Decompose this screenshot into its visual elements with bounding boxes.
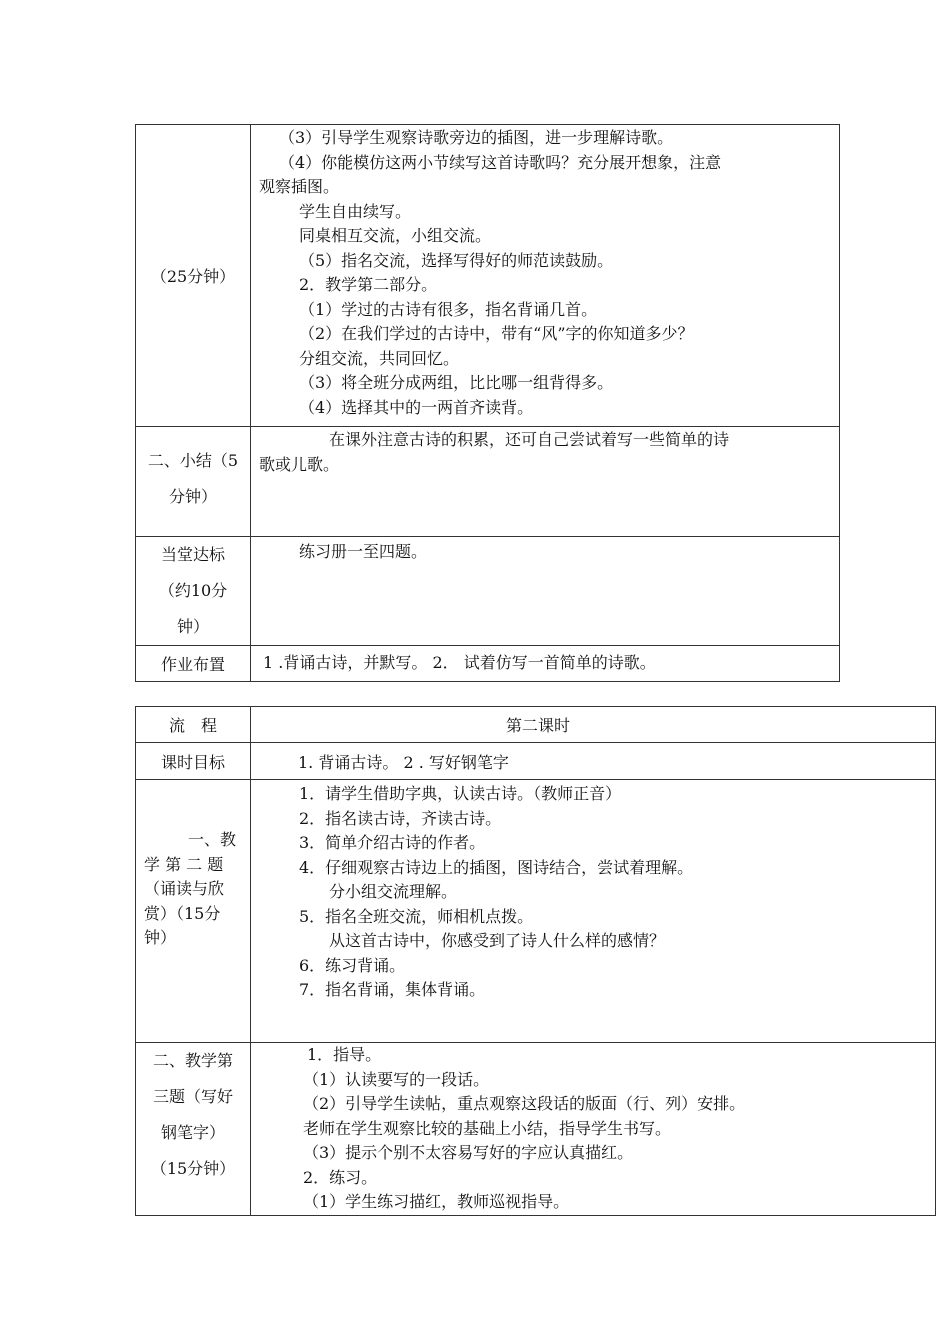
lesson-table-part2	[135, 706, 936, 1216]
content-line: 老师在学生观察比较的基础上小结，指导学生书写。	[303, 1118, 672, 1138]
time-label: （25分钟）	[150, 267, 236, 286]
table1-row-activity	[136, 125, 840, 427]
content-line: 5．指名全班交流，师相机点拨。	[299, 906, 534, 926]
content-line: （3）提示个别不太容易写好的字应认真描红。	[303, 1143, 634, 1162]
table1-row1-time-cell	[136, 125, 251, 427]
content-line: 练习册一至四题。	[299, 542, 428, 561]
lesson-table-part1	[135, 124, 840, 682]
table1-row4-content-cell	[251, 646, 840, 682]
writing-label-line: 钢笔字）	[160, 1123, 225, 1142]
content-line: 2．练习。	[303, 1167, 378, 1187]
homework-text: 1 .背诵古诗，并默写。 2． 试着仿写一首简单的诗歌。	[263, 653, 656, 673]
table2-row3-content-cell	[251, 780, 936, 1043]
content-line: 观察插图。	[259, 177, 340, 196]
content-line: （5）指名交流，选择写得好的师范读鼓励。	[299, 250, 614, 270]
writing-label-line: 二、教学第	[152, 1051, 233, 1070]
table2-row-header	[136, 707, 936, 743]
reading-label-line: 钟）	[144, 928, 177, 947]
content-line: 6．练习背诵。	[299, 955, 406, 975]
content-line: （1）认读要写的一段话。	[303, 1069, 490, 1089]
table1-row2-content-cell	[251, 427, 840, 537]
reading-label-line: 一、教	[188, 830, 237, 849]
content-line: （2）引导学生读帖，重点观察这段话的版面（行、列）安排。	[303, 1094, 746, 1113]
content-line: 4．仔细观察古诗边上的插图，图诗结合，尝试着理解。	[299, 857, 694, 877]
table2-header-right-cell	[251, 707, 936, 743]
reading-label-line: （诵读与欣	[144, 879, 225, 898]
writing-label-line: 三题（写好	[152, 1087, 233, 1106]
practice-label-line: 当堂达标	[160, 545, 225, 564]
table1-row-homework	[136, 646, 840, 682]
table1-row1-content-cell	[251, 125, 840, 427]
content-line: 在课外注意古诗的积累，还可自己尝试着写一些简单的诗	[329, 430, 730, 449]
table2-row-writing	[136, 1043, 936, 1216]
table2-row-goal	[136, 743, 936, 780]
writing-label-line: （15分钟）	[150, 1159, 236, 1178]
content-line: 从这首古诗中，你感受到了诗人什么样的感情？	[329, 931, 666, 950]
lesson-period-header: 第二课时	[505, 716, 570, 735]
table1-row3-time-cell	[136, 537, 251, 646]
summary-label-line: 二、小结（5	[147, 451, 239, 470]
table1-row-practice	[136, 537, 840, 646]
practice-label-line: 钟）	[176, 617, 209, 636]
content-line: （1）学生练习描红，教师巡视指导。	[303, 1192, 570, 1211]
process-header: 流 程	[168, 716, 217, 735]
homework-label: 作业布置	[160, 655, 225, 674]
table2-header-left-cell	[136, 707, 251, 743]
content-line: 1．指导。	[307, 1045, 382, 1064]
practice-label-line: （约10分	[158, 581, 228, 600]
goal-label: 课时目标	[160, 752, 225, 772]
table1-row4-time-cell	[136, 646, 251, 682]
content-line: 7．指名背诵，集体背诵。	[299, 980, 486, 999]
content-line: 2．指名读古诗，齐读古诗。	[299, 808, 502, 828]
table1-row-summary	[136, 427, 840, 537]
content-line: （4）你能模仿这两小节续写这首诗歌吗？充分展开想象，注意	[279, 152, 722, 172]
table1-row2-time-cell	[136, 427, 251, 537]
content-line: （4）选择其中的一两首齐读背。	[299, 397, 534, 417]
content-line: 1．请学生借助字典，认读古诗。（教师正音）	[299, 784, 622, 803]
content-line: 2．教学第二部分。	[299, 275, 438, 294]
table2-row3-left-cell	[136, 780, 251, 1043]
table2-row4-content-cell	[251, 1043, 936, 1216]
content-line: 3．简单介绍古诗的作者。	[299, 833, 486, 852]
content-line: 分组交流，共同回忆。	[299, 348, 460, 368]
goal-text: 1. 背诵古诗。 2 . 写好钢笔字	[298, 752, 509, 772]
reading-label-line: 学 第 二 题	[144, 854, 224, 874]
table2-row-reading	[136, 780, 936, 1043]
content-line: （3）引导学生观察诗歌旁边的插图，进一步理解诗歌。	[279, 128, 674, 147]
content-line: （2）在我们学过的古诗中，带有“风”字的你知道多少？	[299, 324, 694, 343]
reading-label-line: 赏）（15分	[144, 903, 221, 923]
content-line: 学生自由续写。	[299, 201, 412, 221]
content-line: （1）学过的古诗有很多，指名背诵几首。	[299, 299, 598, 319]
content-line: 歌或儿歌。	[259, 454, 340, 474]
table2-goal-left-cell	[136, 743, 251, 780]
table2-row4-left-cell	[136, 1043, 251, 1216]
table1-row3-content-cell	[251, 537, 840, 646]
table2-goal-right-cell	[251, 743, 936, 780]
content-line: 同桌相互交流，小组交流。	[299, 226, 492, 245]
summary-label-line: 分钟）	[168, 487, 217, 506]
content-line: 分小组交流理解。	[329, 882, 458, 901]
content-line: （3）将全班分成两组，比比哪一组背得多。	[299, 373, 614, 392]
